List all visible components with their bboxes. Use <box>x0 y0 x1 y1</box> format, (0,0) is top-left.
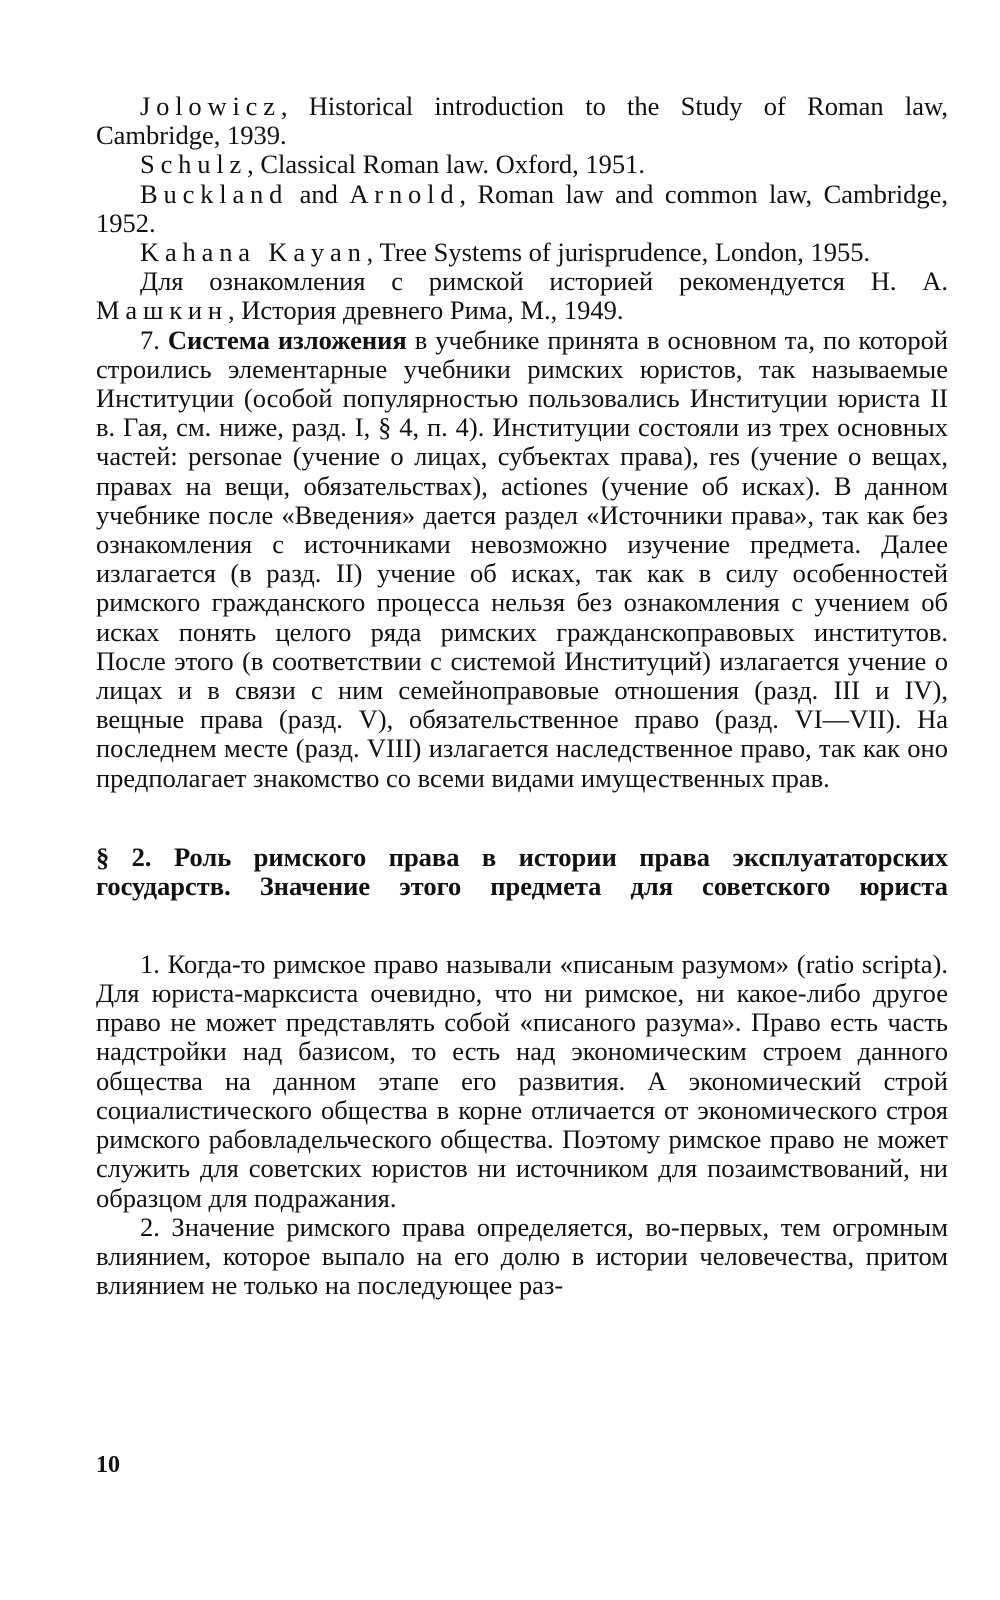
section-7-text: в учебнике принята в основном та, по которой строились элементарные учебники римских юристов, так называемые Институции (особой популярностью пользовались Институции юриста II в. Гая, см. ниже, разд. I, § 4, п. 4). Институции состояли из трех основных частей: personae (учение о лицах, субъектах права), res (учение о вещах, правах на вещи, обязательствах), actiones (учение об исках). В данном учебнике после «Введения» дается раздел «Источники права», так как без ознакомления с источниками невозможно изучение предмета. Далее излагается (в разд. II) учение об исках, так как в силу особенностей римского гражданского процесса нельзя без ознакомления с учением об исках понять целого ряда римских гражданскоправовых институтов. После этого (в соответствии с системой Институций) излагается учение о лицах и в связи с ним семейноправовые отношения (разд. III и IV), вещные права (разд. V), обязательственное право (разд. VI—VII). На последнем месте (разд. VIII) излагается наследственное право, так как оно предполагает знакомство со всеми видами имущественных прав. <box>96 324 949 793</box>
reference-jolowicz <box>96 92 948 150</box>
reference-text: , Tree Systems of jurisprudence, London, 1955. <box>366 237 871 268</box>
history-note-text: Для ознакомления с римской историей рекомендуется Н. А. <box>140 266 948 297</box>
history-note-text-2: , История древнего Рима, М., 1949. <box>227 295 624 326</box>
page-body <box>96 92 948 1300</box>
page-number: 10 <box>96 1452 120 1478</box>
reference-text: , Historical introduction to the Study of Roman law, Cambridge, 1939. <box>96 91 948 151</box>
paragraph-1: 1. Когда-то римское право называли «писаным разумом» (ratio scripta). Для юриста-марксиста очевидно, что ни римское, ни какое-либо другое право не может представлять собой «писаного разума». Право есть часть надстройки над базисом, то есть над экономическим строем данного общества на данном этапе его развития. А экономический строй социалистического общества в корне отличается от экономического строя римского рабовладельческого общества. Поэтому римское право не может служить для советских юристов ни источником для позаимствований, ни образцом для подражания. <box>96 948 948 1213</box>
reference-conjunction: and <box>288 178 350 209</box>
reference-author: Schulz <box>140 149 248 180</box>
history-note <box>96 267 948 325</box>
section-7-bold-term: Система изложения <box>167 324 407 355</box>
paragraph-2: 2. Значение римского права определяется, во-первых, тем огромным влиянием, которое выпало на его долю в истории человечества, притом влиянием не только на последующее раз- <box>96 1211 948 1301</box>
section-7-number: 7. <box>140 324 160 355</box>
reference-text: , Roman law and common law, Cambridge, 1952. <box>96 178 948 238</box>
history-note-author: Машкин <box>96 295 228 326</box>
reference-kahana-kayan <box>96 238 948 267</box>
reference-author: Buckland <box>140 178 289 209</box>
reference-author: Jolowicz <box>140 91 281 121</box>
section-heading: § 2. Роль римского права в истории права эксплуататорских государств. Значение этого предмета для советского юриста <box>96 841 948 902</box>
reference-author: Kahana Kayan <box>140 237 367 268</box>
reference-author-2: Arnold <box>349 178 460 209</box>
reference-buckland-arnold <box>96 180 948 238</box>
reference-text: , Classical Roman law. Oxford, 1951. <box>247 149 646 180</box>
reference-schulz <box>96 150 948 179</box>
section-7-paragraph <box>96 326 948 793</box>
